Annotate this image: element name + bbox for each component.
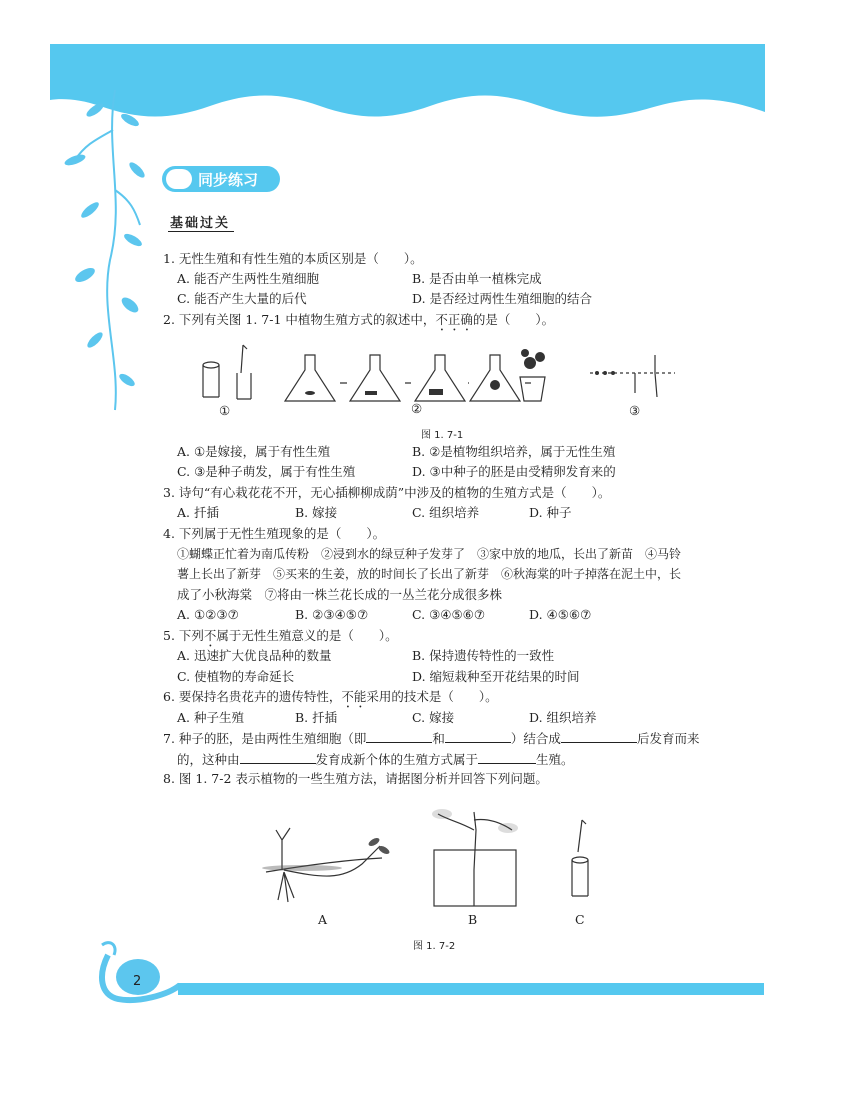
q5-option-a: A. 迅速扩大优良品种的数量 bbox=[177, 648, 332, 663]
q7-text-1: 7. 种子的胚，是由两性生殖细胞（即 bbox=[163, 731, 367, 746]
q5-option-c: C. 使植物的寿命延长 bbox=[177, 669, 295, 684]
page-number: 2 bbox=[133, 974, 142, 989]
q6-option-c: C. 嫁接 bbox=[412, 710, 455, 725]
section-title: 同步练习 bbox=[198, 171, 259, 189]
q6-stem bbox=[163, 689, 498, 711]
vine-decoration bbox=[55, 90, 145, 420]
q6-stem-emphasis: 不能 bbox=[341, 689, 367, 704]
pencil-icon bbox=[166, 169, 192, 189]
q4-line-2: 薯上长出了新芽 ⑤买来的生姜，放的时间长了长出了新芽 ⑥秋海棠的叶子掉落在泥土中，长 bbox=[177, 567, 682, 581]
q5-stem-emphasis: 不 bbox=[203, 628, 217, 643]
q4-option-a: A. ①②③⑦ bbox=[177, 607, 239, 622]
q2-stem-pre: 2. 下列有关图 1. 7-1 中植物生殖方式的叙述中， bbox=[163, 312, 436, 327]
q2-stem-emphasis: 不正确 bbox=[435, 312, 473, 327]
q1-option-b: B. 是否由单一植株完成 bbox=[412, 271, 542, 286]
q5-option-b: B. 保持遗传特性的一致性 bbox=[412, 648, 555, 663]
q1-stem: 1. 无性生殖和有性生殖的本质区别是（ ）。 bbox=[163, 251, 423, 266]
q7-line-2 bbox=[177, 751, 574, 768]
q1-option-d: D. 是否经过两性生殖细胞的结合 bbox=[412, 291, 593, 306]
q6-option-b: B. 扦插 bbox=[295, 710, 338, 725]
q7-blank-3[interactable] bbox=[561, 730, 637, 743]
q7-blank-1[interactable] bbox=[366, 730, 432, 743]
q4-option-d: D. ④⑤⑥⑦ bbox=[529, 607, 592, 622]
q7-line-1 bbox=[163, 730, 699, 747]
q8-figure-label-c: C bbox=[575, 912, 585, 927]
q4-line-3: 成了小秋海棠 ⑦将由一株兰花长成的一丛兰花分成很多株 bbox=[177, 587, 503, 602]
q8-figure-label-b: B bbox=[468, 912, 478, 927]
figure-1-7-1 bbox=[185, 335, 705, 425]
q2-figure-caption: 图 1. 7-1 bbox=[421, 430, 464, 441]
q3-option-c: C. 组织培养 bbox=[412, 505, 480, 520]
q2-option-d: D. ③中种子的胚是由受精卵发育来的 bbox=[412, 464, 616, 479]
q6-option-a: A. 种子生殖 bbox=[177, 710, 244, 725]
q1-option-c: C. 能否产生大量的后代 bbox=[177, 291, 307, 306]
q2-stem-post: 的是（ ）。 bbox=[472, 312, 555, 327]
q4-stem: 4. 下列属于无性生殖现象的是（ ）。 bbox=[163, 526, 386, 541]
q2-stem bbox=[163, 312, 554, 334]
q7-text-5: 的，这种由 bbox=[177, 752, 240, 767]
q7-blank-2[interactable] bbox=[445, 730, 511, 743]
q8-figure-label-a: A bbox=[318, 912, 328, 927]
q8-stem: 8. 图 1. 7-2 表示植物的一些生殖方法，请据图分析并回答下列问题。 bbox=[163, 771, 548, 786]
q2-figure-label-1: ① bbox=[219, 403, 231, 418]
q7-text-2: 和 bbox=[432, 731, 445, 746]
subsection-title: 基础过关 bbox=[170, 216, 231, 231]
q2-figure-label-3: ③ bbox=[629, 403, 641, 418]
q7-text-7: 生殖。 bbox=[536, 752, 574, 767]
q3-option-d: D. 种子 bbox=[529, 505, 572, 520]
q4-line-1: ①蝴蝶正忙着为南瓜传粉 ②浸到水的绿豆种子发芽了 ③家中放的地瓜，长出了新苗 ④马铃 bbox=[177, 547, 682, 561]
section-title-badge bbox=[162, 166, 280, 192]
q2-option-a: A. ①是嫁接，属于有性生殖 bbox=[177, 444, 331, 459]
q7-text-6: 发育成新个体的生殖方式属于 bbox=[315, 752, 479, 767]
q6-stem-post: 采用的技术是（ ）。 bbox=[366, 689, 498, 704]
q2-option-c: C. ③是种子萌发，属于有性生殖 bbox=[177, 464, 356, 479]
q7-text-3: ）结合成 bbox=[510, 731, 561, 746]
q2-figure-label-2: ② bbox=[411, 401, 423, 416]
q3-option-a: A. 扦插 bbox=[177, 505, 219, 520]
q7-text-4: 后发育而来 bbox=[636, 731, 700, 746]
subsection-underline bbox=[168, 231, 234, 232]
q3-stem: 3. 诗句“有心栽花花不开，无心插柳柳成荫”中涉及的植物的生殖方式是（ ）。 bbox=[163, 485, 611, 500]
q5-stem bbox=[163, 628, 398, 650]
q7-blank-5[interactable] bbox=[478, 751, 536, 764]
footer-bar bbox=[178, 983, 764, 995]
q6-stem-pre: 6. 要保持名贵花卉的遗传特性， bbox=[163, 689, 342, 704]
q2-option-b: B. ②是植物组织培养，属于无性生殖 bbox=[412, 444, 616, 459]
q4-option-b: B. ②③④⑤⑦ bbox=[295, 607, 369, 622]
q4-option-c: C. ③④⑤⑥⑦ bbox=[412, 607, 486, 622]
q6-option-d: D. 组织培养 bbox=[529, 710, 597, 725]
q7-blank-4[interactable] bbox=[240, 751, 316, 764]
q1-option-a: A. 能否产生两性生殖细胞 bbox=[177, 271, 319, 286]
q5-stem-pre: 5. 下列 bbox=[163, 628, 204, 643]
q8-figure-caption: 图 1. 7-2 bbox=[413, 941, 456, 952]
figure-1-7-2 bbox=[262, 800, 622, 912]
q5-stem-post: 属于无性生殖意义的是（ ）。 bbox=[216, 628, 398, 643]
q5-option-d: D. 缩短栽种至开花结果的时间 bbox=[412, 669, 580, 684]
q3-option-b: B. 嫁接 bbox=[295, 505, 338, 520]
